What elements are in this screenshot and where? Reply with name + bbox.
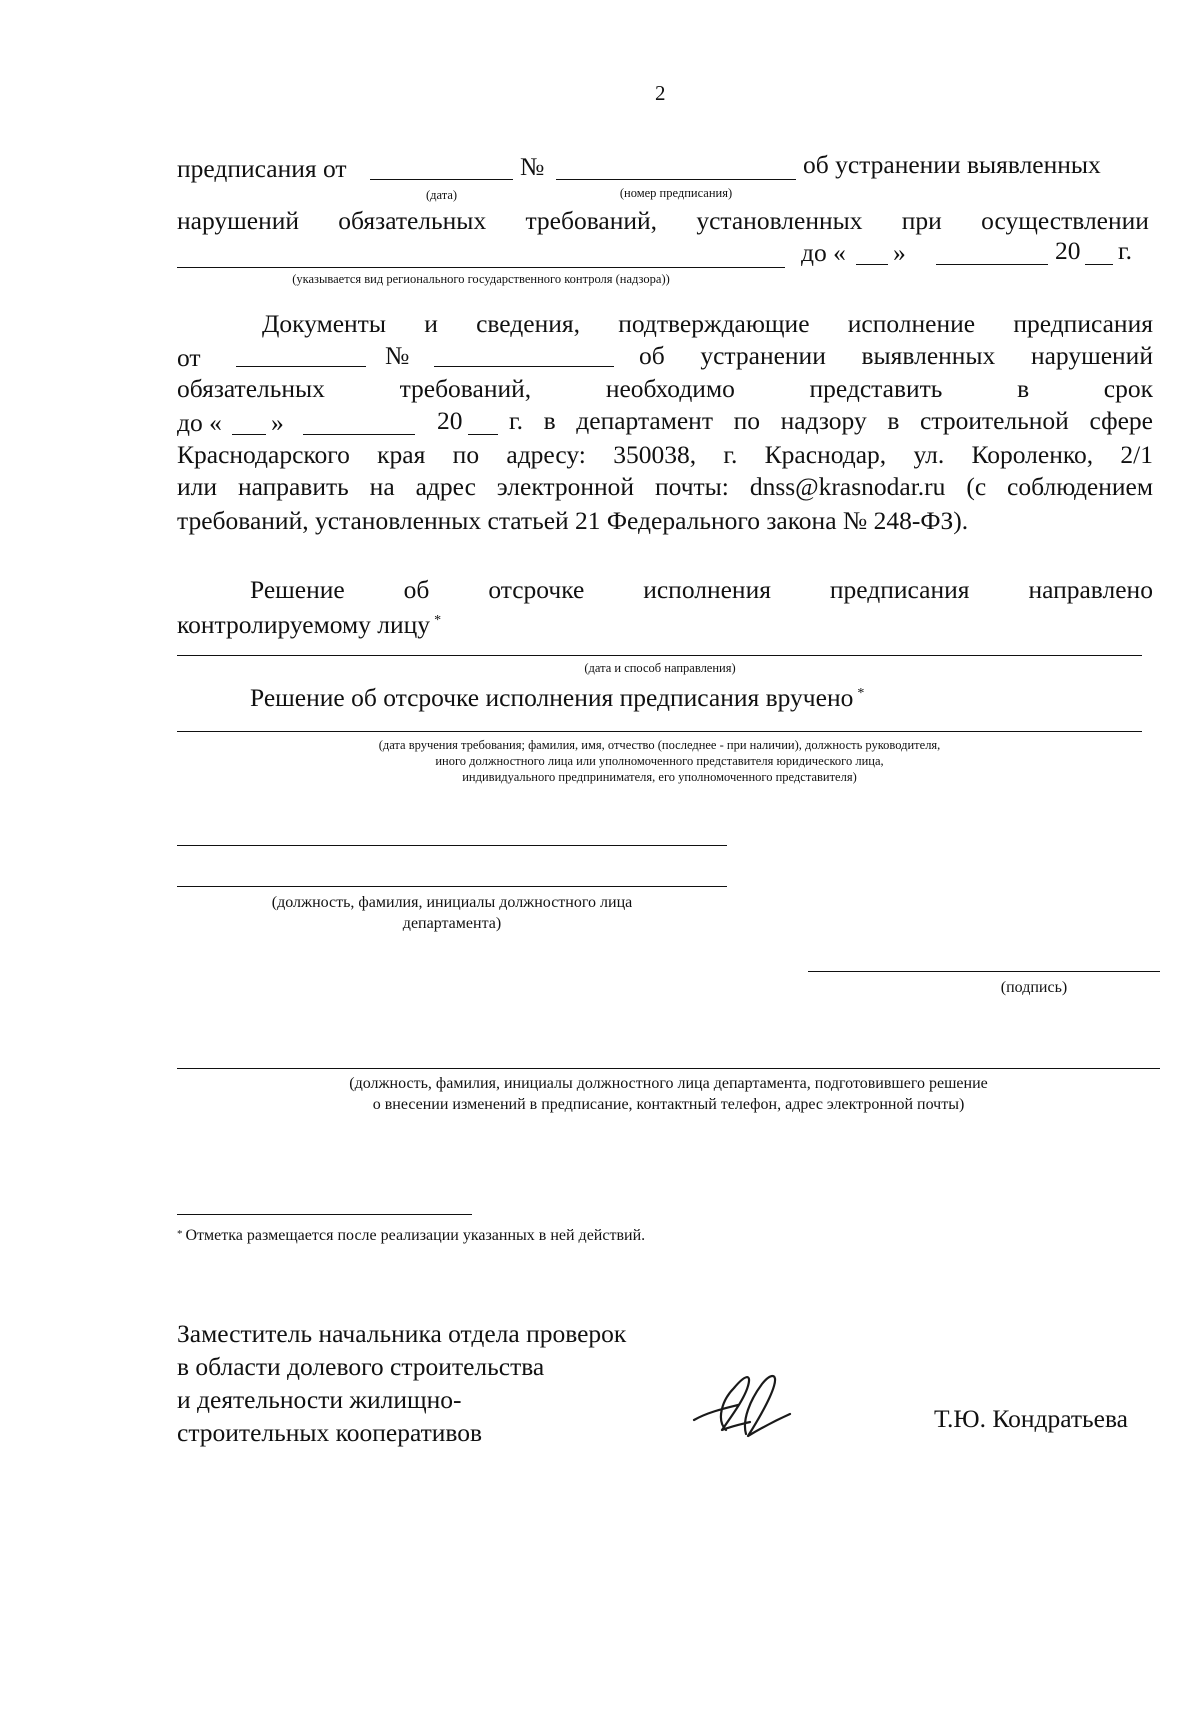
p1-line2: нарушений обязательных требований, установленных при осуществлении	[177, 206, 1149, 235]
direction-blank	[177, 655, 1142, 656]
handover-caption: (дата вручения требования; фамилия, имя, отчество (последнее - при наличии), должность руководителя, иного должностного лица или уполномоченного представителя юридического лица, индивидуального предпринимателя, его уполномоченного представителя)	[378, 738, 941, 784]
p1-g: г.	[1118, 236, 1132, 265]
p2-number-sign: №	[385, 341, 410, 370]
p2-line3: обязательных требований, необходимо представить в срок	[177, 374, 1153, 403]
preparer-blank	[177, 1068, 1160, 1069]
p1-year-blank	[1085, 264, 1113, 265]
p2-date-blank	[236, 366, 366, 367]
signatory-name: Т.Ю. Кондратьева	[934, 1404, 1128, 1433]
signature-blank	[808, 971, 1160, 972]
handover-blank	[177, 731, 1142, 732]
control-type-blank	[177, 267, 785, 268]
p2-do: до «	[177, 408, 222, 437]
footnote-marker: *	[177, 1228, 183, 1240]
number-blank	[556, 179, 796, 180]
p2-line2-rest: об устранении выявленных нарушений	[639, 341, 1153, 370]
p2-quote: »	[271, 408, 284, 437]
official-caption: (должность, фамилия, инициалы должностного лица департамента)	[271, 894, 633, 932]
direction-caption: (дата и способ направления)	[584, 661, 736, 675]
p4-line: Решение об отсрочке исполнения предписания вручено *	[250, 683, 865, 712]
p2-line7: требований, установленных статьей 21 Федерального закона № 248-ФЗ).	[177, 506, 969, 535]
p1-line1-suffix: об устранении выявленных	[803, 150, 1101, 179]
p1-do: до «	[801, 238, 846, 267]
p2-line1: Документы и сведения, подтверждающие исполнение предписания	[262, 309, 1153, 338]
footnote-separator	[177, 1214, 472, 1215]
p2-month-blank	[303, 434, 415, 435]
p2-day-blank	[232, 434, 266, 435]
footnote-mark: *	[857, 686, 865, 701]
date-caption: (дата)	[425, 188, 458, 202]
footnote: * Отметка размещается после реализации указанных в ней действий.	[177, 1227, 646, 1244]
p2-number-blank	[434, 366, 614, 367]
footnote-mark: *	[434, 613, 442, 628]
handwritten-signature	[686, 1360, 806, 1450]
p1-year: 20	[1055, 236, 1081, 265]
p1-number-sign: №	[520, 152, 545, 181]
control-type-caption: (указывается вид регионального государственного контроля (надзора))	[292, 272, 670, 286]
p1-month-blank	[936, 264, 1048, 265]
page-number: 2	[655, 81, 666, 105]
official-blank-1	[177, 845, 727, 846]
signatory-title: Заместитель начальника отдела проверок в области долевого строительства и деятельности жилищно- строительных кооперативов	[177, 1319, 627, 1447]
p3-line1: Решение об отсрочке исполнения предписания направлено	[250, 575, 1153, 604]
p1-quote: »	[893, 238, 906, 267]
date-blank	[370, 179, 513, 180]
p2-line6: или направить на адрес электронной почты: dnss@krasnodar.ru (с соблюдением	[177, 472, 1153, 501]
p3-line2: контролируемому лицу *	[177, 610, 442, 639]
signature-caption: (подпись)	[1000, 979, 1068, 996]
p2-year: 20	[437, 406, 463, 435]
p1-day-blank	[856, 264, 888, 265]
p2-ot: от	[177, 343, 201, 372]
p1-line1-prefix: предписания от	[177, 154, 347, 183]
preparer-caption: (должность, фамилия, инициалы должностного лица департамента, подготовившего решение о внесении изменений в предписание, контактный телефон, адрес электронной почты)	[349, 1075, 988, 1113]
p2-line4-rest: г. в департамент по надзору в строительной сфере	[509, 406, 1153, 435]
official-blank-2	[177, 886, 727, 887]
p2-line5: Краснодарского края по адресу: 350038, г. Краснодар, ул. Короленко, 2/1	[177, 440, 1153, 469]
number-caption: (номер предписания)	[619, 186, 733, 200]
p2-year-blank	[468, 434, 498, 435]
